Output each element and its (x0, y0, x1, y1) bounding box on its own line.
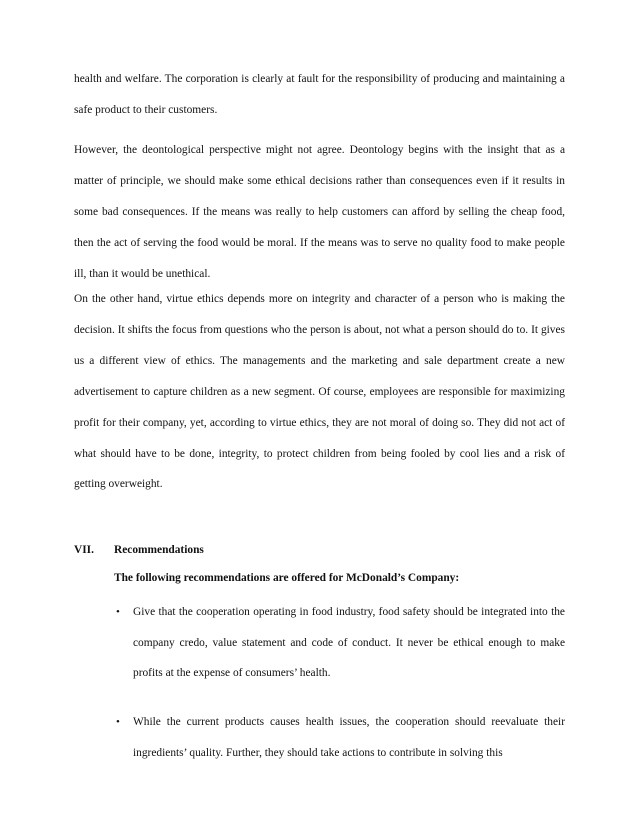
recommendation-item-1: Give that the cooperation operating in food industry, food safety should be integrated into the company credo, value statement and code of conduct. It never be ethical enough to make profits at the expense of consumers’ health. (133, 606, 565, 679)
recommendation-item-2: While the current products causes health issues, the cooperation should reevaluate their ingredients’ quality. Further, they should take actions to contribute in solving this (133, 716, 565, 759)
bullet-icon: • (116, 606, 120, 618)
section-heading: Recommendations (114, 544, 204, 556)
paragraph-3: On the other hand, virtue ethics depends more on integrity and character of a person who is making the decision. It shifts the focus from questions who the person is about, not what a person should do to. It gives us a different view of ethics. The managements and the marketing and sale department create a new advertisement to capture children as a new segment. Of course, employees are responsible for maximizing profit for their company, yet, according to virtue ethics, they are not moral of doing so. They did not act of what should have to be done, integrity, to protect children from being fooled by cool lies and a risk of getting overweight. (74, 293, 565, 491)
bullet-icon: • (116, 716, 120, 728)
section-intro: The following recommendations are offered for McDonald’s Company: (114, 572, 460, 584)
paragraph-1: health and welfare. The corporation is clearly at fault for the responsibility of producing and maintaining a safe product to their customers. (74, 73, 565, 116)
section-number: VII. (74, 544, 94, 556)
paragraph-2: However, the deontological perspective might not agree. Deontology begins with the insight that as a matter of principle, we should make some ethical decisions rather than consequences even if it results in some bad consequences. If the means was really to help customers can afford by selling the cheap food, then the act of serving the food would be moral. If the means was to serve no quality food to make people ill, than it would be unethical. (74, 144, 565, 280)
